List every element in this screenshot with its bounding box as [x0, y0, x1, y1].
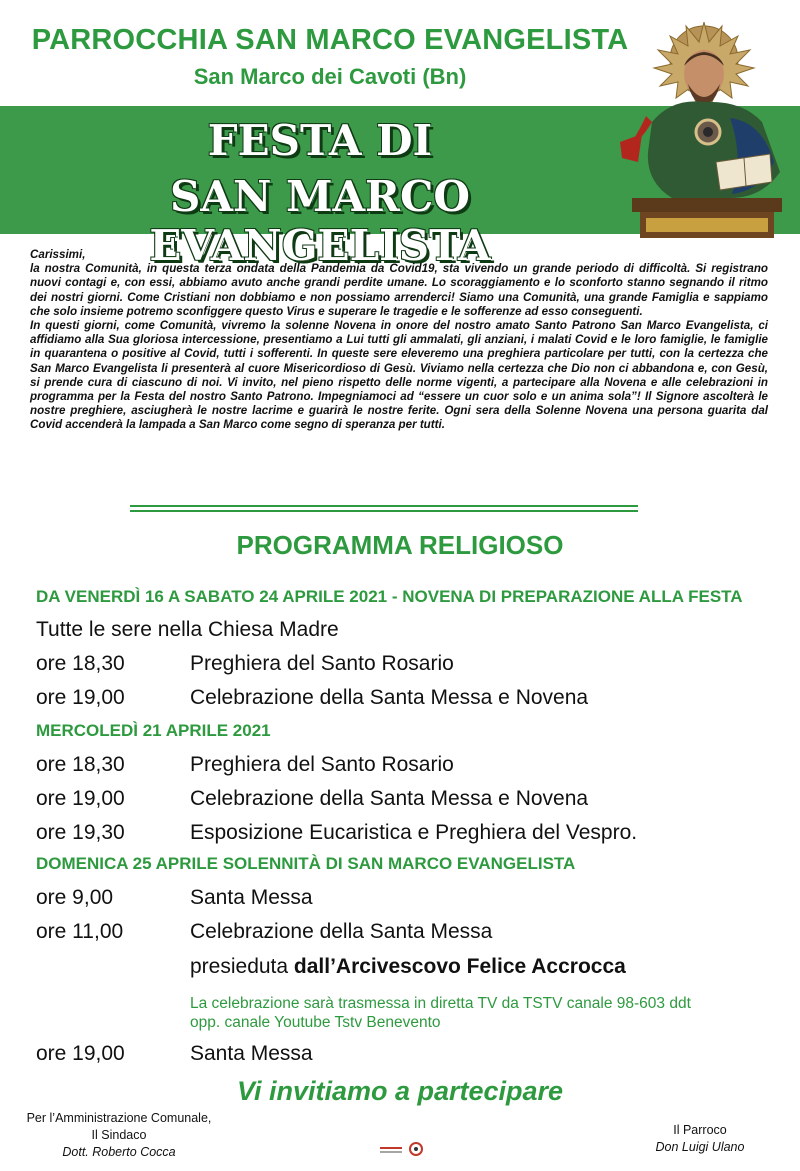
event-time: ore 19,00	[36, 1042, 125, 1065]
parish-name: PARROCCHIA SAN MARCO EVANGELISTA	[31, 24, 629, 56]
festa-title-line2: SAN MARCO EVANGELISTA	[149, 172, 491, 270]
event-description: Celebrazione della Santa Messa e Novena	[190, 686, 589, 709]
divider-bottom	[130, 510, 638, 512]
section-heading-sunday: DOMENICA 25 APRILE SOLENNITÀ DI SAN MARCO EVANGELISTA	[36, 854, 576, 873]
presided-prefix: presieduta	[190, 955, 294, 978]
broadcast-note-line2: opp. canale Youtube Tstv Benevento	[190, 1014, 441, 1031]
event-time: ore 18,30	[36, 753, 125, 776]
event-description: Santa Messa	[190, 886, 313, 909]
mayor-line2: Il Sindaco	[91, 1128, 147, 1142]
saint-statue-image	[612, 22, 792, 244]
printer-logo	[376, 1138, 428, 1158]
event-description: Preghiera del Santo Rosario	[190, 652, 454, 675]
event-description: Santa Messa	[190, 1042, 313, 1065]
broadcast-note	[190, 994, 770, 1032]
mayor-signature-block	[14, 1110, 224, 1161]
mayor-line1: Per l’Amministrazione Comunale,	[26, 1111, 212, 1125]
divider-top	[130, 505, 638, 507]
event-description: Preghiera del Santo Rosario	[190, 753, 454, 776]
pastoral-letter	[30, 248, 768, 433]
priest-name: Don Luigi Ulano	[655, 1140, 745, 1154]
event-description: Celebrazione della Santa Messa e Novena	[190, 787, 589, 810]
presided-by-line	[190, 955, 626, 979]
broadcast-note-line1: La celebrazione sarà trasmessa in diretta TV da TSTV canale 98-603 ddt	[190, 995, 691, 1012]
section-heading-wednesday: MERCOLEDÌ 21 APRILE 2021	[36, 721, 271, 740]
letter-greeting: Carissimi,	[30, 248, 86, 261]
event-time: ore 19,30	[36, 821, 125, 844]
section-heading-novena: DA VENERDÌ 16 A SABATO 24 APRILE 2021 - NOVENA DI PREPARAZIONE ALLA FESTA	[36, 587, 743, 606]
event-time: ore 11,00	[36, 920, 124, 943]
event-time: ore 9,00	[36, 886, 114, 909]
presided-by-name: dall’Arcivescovo Felice Accrocca	[293, 955, 626, 978]
priest-line1: Il Parroco	[673, 1123, 727, 1137]
event-description: Esposizione Eucaristica e Preghiera del Vespro.	[190, 821, 638, 844]
letter-paragraph-2: In questi giorni, come Comunità, vivremo la solenne Novena in onore del nostro amato Santo Patrono San Marco Evangelista, ci affidiamo alla Sua gloriosa intercessione, presentiamo a Lui tutti gli ammalati, gli anziani, i malati Covid e le loro famiglie, le famiglie in quarantena o positive al Covid, tutti i sofferenti. In queste sere eleveremo una preghiera particolare per tutti, con la certezza che San Marco Evangelista li presenterà al cuore Misericordioso di Gesù. Viviamo nella certezza che Dio non ci abbandona e, con Gesù, si prende cura di ciascuno di noi. Vi invito, nel pieno rispetto delle norme vigenti, a partecipare alla Novena e alle celebrazioni in programma per la Festa del nostro Santo Patrono. Impegniamoci ad “essere un cuor solo e un anima sola”! Il Signore ascolterà le nostre preghiere, asciugherà le nostre lacrime e guarirà le nostre ferite. Ogni sera della Solenne Novena una persona guarita dal Covid accenderà la lampada a San Marco come segno di speranza per tutti.	[30, 319, 768, 432]
event-time: ore 18,30	[36, 652, 125, 675]
event-time: ore 19,00	[36, 686, 125, 709]
program-title: PROGRAMMA RELIGIOSO	[236, 530, 564, 560]
novena-location: Tutte le sere nella Chiesa Madre	[36, 618, 339, 641]
parish-town: San Marco dei Cavoti (Bn)	[193, 64, 467, 89]
festa-title-line1: FESTA DI	[207, 116, 433, 165]
event-time: ore 19,00	[36, 787, 125, 810]
event-description: Celebrazione della Santa Messa	[190, 920, 493, 943]
invitation: Vi invitiamo a partecipare	[236, 1076, 564, 1106]
priest-signature-block	[620, 1122, 780, 1156]
letter-paragraph-1: la nostra Comunità, in questa terza ondata della Pandemia da Covid19, sta vivendo un grande periodo di difficoltà. Si registrano nuovi contagi e, con essi, abbiamo avuto anche grandi perdite umane. Lo scoraggiamento e lo sconforto stanno segnando il ritmo dei nostri giorni. Come Cristiani non dobbiamo e non possiamo arrenderci! Siamo una Comunità, una grande Famiglia e sappiamo che solo insieme potremo sconfiggere questo Virus e superare le tragedie e le sofferenze ad esso conseguenti.	[30, 262, 768, 318]
mayor-name: Dott. Roberto Cocca	[62, 1145, 176, 1159]
